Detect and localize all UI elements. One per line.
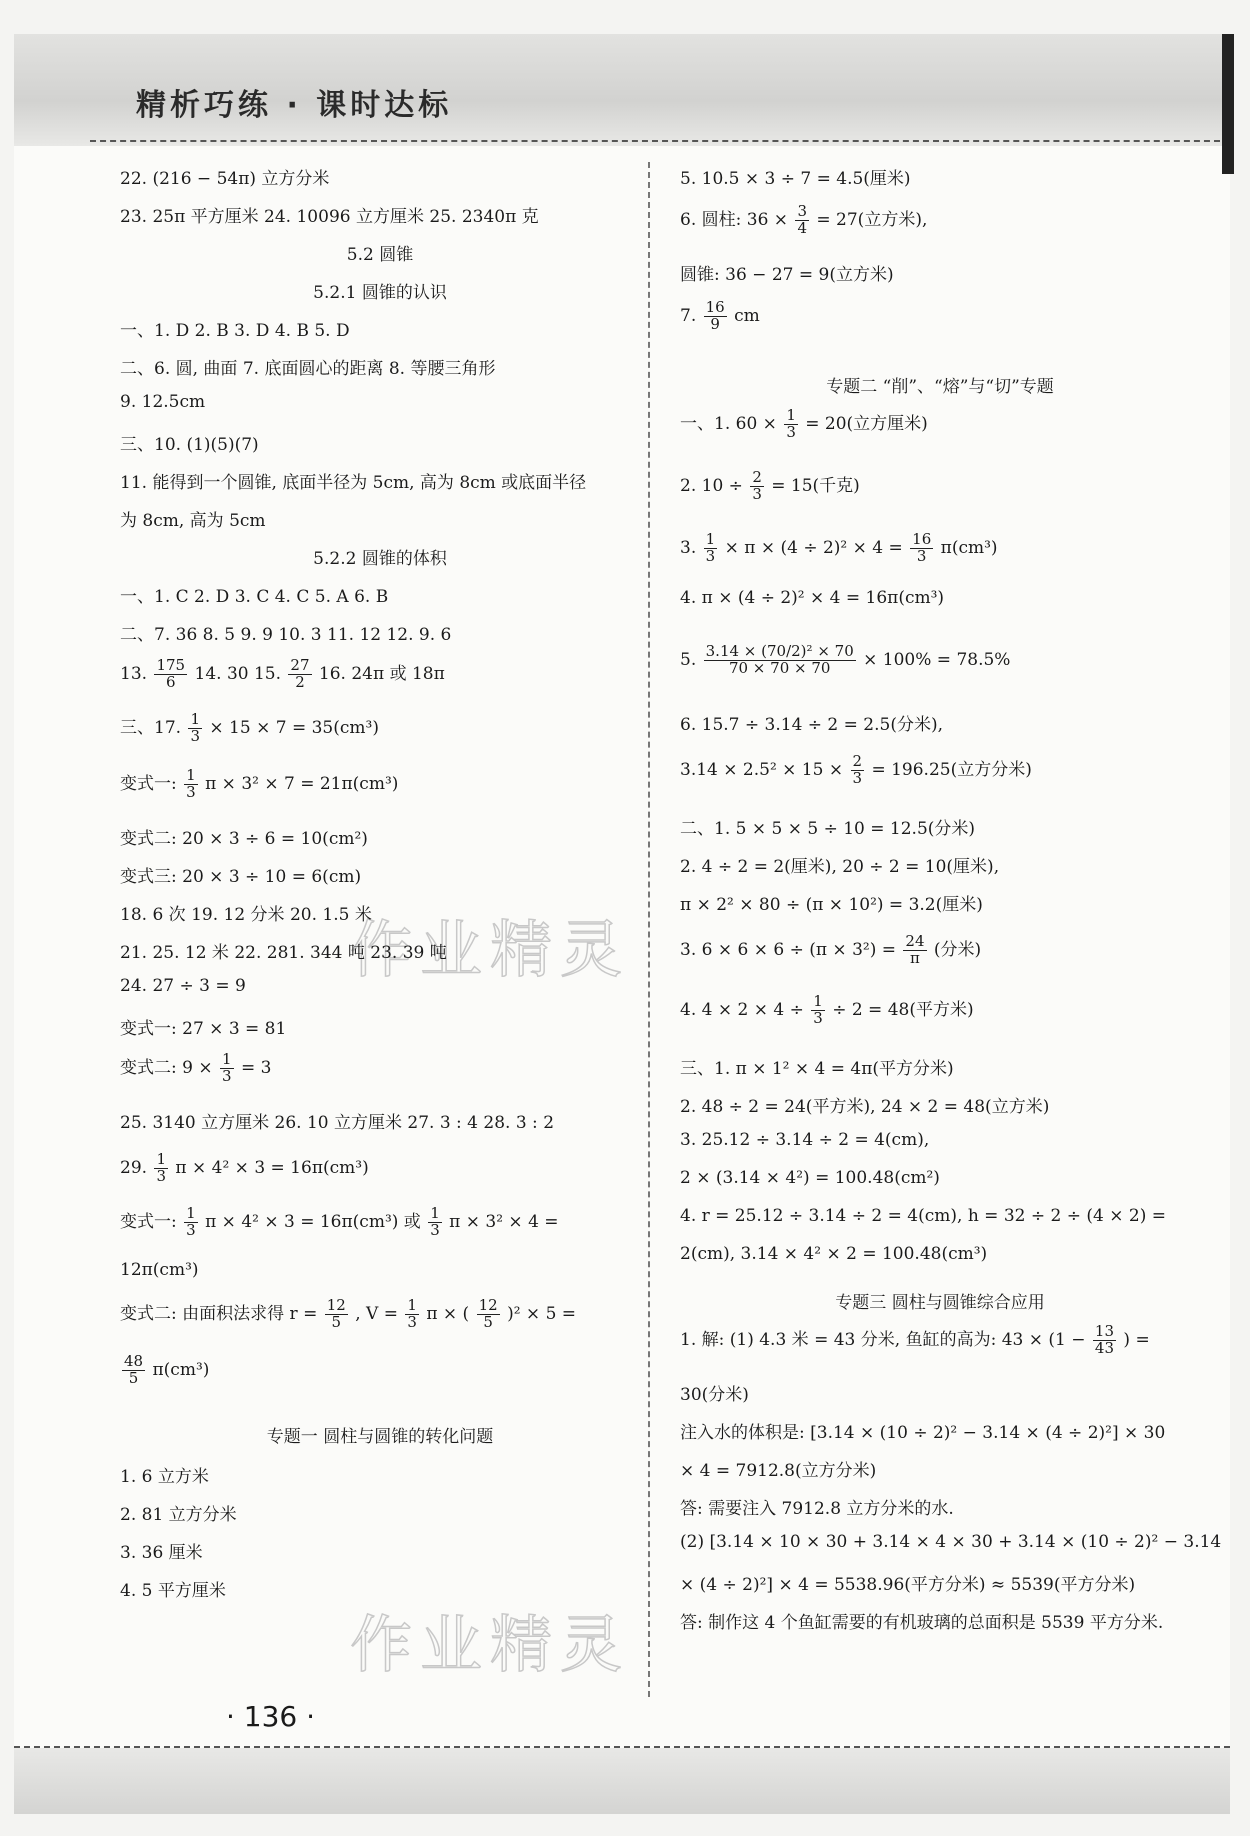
text: ) = (1123, 1329, 1150, 1350)
text: π × 4² × 3 = 16π(cm³) 或 (205, 1211, 421, 1232)
answer-line: 22. (216 − 54π) 立方分米 (120, 169, 330, 189)
text: 13. (120, 663, 148, 684)
answer-line: 11. 能得到一个圆锥, 底面半径为 5cm, 高为 8cm 或底面半径 (120, 473, 587, 493)
denominator: 3 (186, 782, 196, 801)
fraction (154, 658, 187, 691)
answer-line: 1. 6 立方米 (120, 1467, 209, 1487)
numerator: 175 (156, 656, 186, 674)
numerator: 16 (705, 298, 725, 316)
numerator: 27 (290, 656, 310, 674)
text: 6. 圆柱: 36 × (680, 209, 789, 230)
fraction (704, 532, 718, 565)
answer-line: 二、6. 圆, 曲面 7. 底面圆心的距离 8. 等腰三角形 (120, 359, 496, 379)
numerator: 1 (430, 1204, 440, 1222)
answer-line (680, 300, 760, 333)
numerator: 1 (813, 992, 823, 1010)
answer-line (680, 532, 998, 565)
fraction (184, 768, 198, 801)
denominator: 3 (156, 1166, 166, 1185)
denominator: 43 (1094, 1338, 1114, 1357)
answer-line (680, 994, 974, 1027)
answer-line: 一、1. D 2. B 3. D 4. B 5. D (120, 321, 350, 341)
fraction (288, 658, 311, 691)
answer-line: (2) [3.14 × 10 × 30 + 3.14 × 4 × 30 + 3.14 × (10 ÷ 2)² − 3.14 (680, 1532, 1222, 1552)
answer-line (680, 204, 927, 237)
numerator: 48 (124, 1352, 144, 1370)
text: π × 4² × 3 = 16π(cm³) (175, 1157, 369, 1178)
denominator: π (910, 948, 920, 967)
text: (分米) (933, 939, 982, 960)
denominator: 5 (331, 1312, 342, 1331)
answer-line (680, 1324, 1150, 1357)
numerator: 2 (852, 752, 863, 770)
denominator: 2 (295, 672, 305, 691)
denominator: 4 (797, 218, 807, 237)
numerator: 1 (407, 1296, 417, 1314)
fraction (220, 1052, 234, 1085)
text: 3. (680, 537, 697, 558)
text: 3.14 × 2.5² × 15 × (680, 759, 844, 780)
answer-line: 答: 需要注入 7912.8 立方分米的水. (680, 1499, 954, 1519)
numerator: 24 (905, 932, 925, 950)
text: 29. (120, 1157, 148, 1178)
answer-line (120, 1206, 559, 1239)
denominator: 9 (710, 314, 720, 333)
numerator: 16 (912, 530, 932, 548)
answer-line: 4. 5 平方厘米 (120, 1581, 226, 1601)
answer-line: 答: 制作这 4 个鱼缸需要的有机玻璃的总面积是 5539 平方分米. (680, 1613, 1164, 1633)
answer-line (120, 1152, 369, 1185)
answer-line (120, 712, 379, 745)
denominator: 3 (916, 546, 927, 565)
numerator: 2 (752, 468, 762, 486)
numerator: 1 (186, 766, 196, 784)
page-spine (1222, 34, 1234, 174)
answer-line: 24. 27 ÷ 3 = 9 (120, 976, 246, 996)
answer-line: 9. 12.5cm (120, 392, 206, 412)
numerator: 12 (478, 1296, 498, 1314)
fraction (188, 712, 202, 745)
answer-line (120, 658, 445, 691)
denominator: 6 (166, 672, 176, 691)
text: cm (734, 305, 760, 326)
fraction (704, 300, 727, 333)
topic-heading: 专题二 “削”、“熔”与“切”专题 (826, 377, 1054, 397)
numerator: 12 (326, 1296, 346, 1314)
answer-line: 2. 4 ÷ 2 = 2(厘米), 20 ÷ 2 = 10(厘米), (680, 857, 1000, 877)
answer-line (680, 470, 860, 503)
fraction (903, 934, 926, 967)
topic-heading: 专题三 圆柱与圆锥综合应用 (835, 1293, 1045, 1313)
answer-line (680, 644, 1010, 677)
denominator: 5 (483, 1312, 493, 1331)
text: π × ( (426, 1303, 470, 1324)
answer-line: 3. 36 厘米 (120, 1543, 203, 1563)
text: 变式一: (120, 773, 177, 794)
answer-line (680, 754, 1032, 787)
answer-line: 2 × (3.14 × 4²) = 100.48(cm²) (680, 1168, 940, 1188)
answer-line (680, 408, 928, 441)
answer-line: 30(分米) (680, 1385, 749, 1405)
fraction (477, 1298, 500, 1331)
footer-divider (14, 1746, 1230, 1748)
fraction (910, 532, 933, 565)
answer-line: 12π(cm³) (120, 1260, 199, 1280)
answer-line: 二、1. 5 × 5 × 5 ÷ 10 = 12.5(分米) (680, 819, 976, 839)
text: 4. 4 × 2 × 4 ÷ (680, 999, 804, 1020)
answer-line: 为 8cm, 高为 5cm (120, 511, 266, 531)
answer-line (120, 1052, 271, 1085)
numerator: 3 (797, 202, 807, 220)
column-divider (648, 162, 650, 1697)
fraction (154, 1152, 168, 1185)
fraction (811, 994, 825, 1027)
fraction (784, 408, 798, 441)
answer-line: 2. 81 立方分米 (120, 1505, 237, 1525)
text: × 100% = 78.5% (863, 649, 1011, 670)
denominator: 70 × 70 × 70 (728, 658, 831, 677)
text: 7. (680, 305, 697, 326)
answer-line (120, 1354, 209, 1387)
answer-line: 4. π × (4 ÷ 2)² × 4 = 16π(cm³) (680, 588, 945, 608)
denominator: 3 (705, 546, 716, 565)
fraction (851, 754, 865, 787)
numerator: 1 (186, 1204, 196, 1222)
answer-line: 注入水的体积是: [3.14 × (10 ÷ 2)² − 3.14 × (4 ÷ 2)²] × 30 (680, 1423, 1166, 1443)
numerator: 1 (786, 406, 796, 424)
answer-line: 5. 10.5 × 3 ÷ 7 = 4.5(厘米) (680, 169, 911, 189)
text: π × 3² × 7 = 21π(cm³) (205, 773, 399, 794)
watermark: 作业精灵 (350, 913, 631, 986)
text: π(cm³) (152, 1359, 210, 1380)
text: π × 3² × 4 = (449, 1211, 559, 1232)
answer-line: 25. 3140 立方厘米 26. 10 立方厘米 27. 3 : 4 28. 3 : 2 (120, 1113, 555, 1133)
numerator: 1 (705, 530, 716, 548)
answer-line: 圆锥: 36 − 27 = 9(立方米) (680, 265, 894, 285)
fraction (704, 644, 856, 677)
denominator: 3 (786, 422, 796, 441)
answer-line: 18. 6 次 19. 12 分米 20. 1.5 米 (120, 905, 372, 925)
answer-line (120, 768, 398, 801)
numerator: 3.14 × (70/2)² × 70 (705, 642, 854, 660)
text: = 27(立方米), (816, 209, 928, 230)
text: × 15 × 7 = 35(cm³) (209, 717, 379, 738)
text: 16. 24π 或 18π (318, 663, 445, 684)
header-divider (90, 140, 1220, 142)
watermark: 作业精灵 (350, 1608, 631, 1681)
text: π(cm³) (940, 537, 998, 558)
denominator: 3 (852, 768, 863, 787)
answer-line: 2. 48 ÷ 2 = 24(平方米), 24 × 2 = 48(立方米) (680, 1097, 1050, 1117)
text: ÷ 2 = 48(平方米) (832, 999, 974, 1020)
section-heading: 5.2.2 圆锥的体积 (313, 549, 447, 569)
answer-line (120, 1298, 576, 1331)
answer-line: 一、1. C 2. D 3. C 4. C 5. A 6. B (120, 587, 389, 607)
text: 2. 10 ÷ (680, 475, 743, 496)
answer-line: 2(cm), 3.14 × 4² × 2 = 100.48(cm³) (680, 1244, 988, 1264)
denominator: 5 (128, 1368, 139, 1387)
numerator: 13 (1094, 1322, 1114, 1340)
denominator: 3 (222, 1066, 232, 1085)
answer-line: 21. 25. 12 米 22. 281. 344 吨 23. 39 吨 (120, 943, 447, 963)
text: 3. 6 × 6 × 6 ÷ (π × 3²) = (680, 939, 896, 960)
text: )² × 5 = (507, 1303, 577, 1324)
answer-line: 变式二: 20 × 3 ÷ 6 = 10(cm²) (120, 829, 368, 849)
numerator: 1 (156, 1150, 166, 1168)
denominator: 3 (430, 1220, 440, 1239)
answer-line: 变式一: 27 × 3 = 81 (120, 1019, 287, 1039)
text: 一、1. 60 × (680, 413, 777, 434)
text: 三、17. (120, 717, 182, 738)
denominator: 3 (813, 1008, 823, 1027)
text: = 20(立方厘米) (805, 413, 928, 434)
footer-band (14, 1748, 1230, 1814)
section-heading: 5.2 圆锥 (346, 245, 414, 265)
answer-line: 6. 15.7 ÷ 3.14 ÷ 2 = 2.5(分米), (680, 715, 944, 735)
answer-line: 三、1. π × 1² × 4 = 4π(平方分米) (680, 1059, 954, 1079)
fraction (325, 1298, 348, 1331)
answer-line: π × 2² × 80 ÷ (π × 10²) = 3.2(厘米) (680, 895, 983, 915)
answer-line: 变式三: 20 × 3 ÷ 10 = 6(cm) (120, 867, 362, 887)
answer-line: 三、10. (1)(5)(7) (120, 435, 259, 455)
denominator: 3 (407, 1312, 417, 1331)
page-number: · 136 · (226, 1700, 316, 1733)
fraction (750, 470, 764, 503)
answer-line: × 4 = 7912.8(立方分米) (680, 1461, 877, 1481)
numerator: 1 (222, 1050, 232, 1068)
text: 1. 解: (1) 4.3 米 = 43 分米, 鱼缸的高为: 43 × (1 − (680, 1329, 1086, 1350)
fraction (122, 1354, 145, 1387)
fraction (184, 1206, 198, 1239)
fraction (405, 1298, 419, 1331)
text: 5. (680, 649, 697, 670)
answer-line: 4. r = 25.12 ÷ 3.14 ÷ 2 = 4(cm), h = 32 ÷ 2 ÷ (4 × 2) = (680, 1206, 1166, 1226)
denominator: 3 (752, 484, 762, 503)
topic-heading: 专题一 圆柱与圆锥的转化问题 (266, 1427, 494, 1447)
header-title: 精析巧练 · 课时达标 (136, 88, 453, 123)
text: = 196.25(立方分米) (871, 759, 1032, 780)
answer-line: 二、7. 36 8. 5 9. 9 10. 3 11. 12 12. 9. 6 (120, 625, 452, 645)
answer-line: 3. 25.12 ÷ 3.14 ÷ 2 = 4(cm), (680, 1130, 930, 1150)
text: 变式二: 9 × (120, 1057, 213, 1078)
numerator: 1 (190, 710, 200, 728)
text: = 3 (240, 1057, 272, 1078)
text: , V = (355, 1303, 398, 1324)
text: 14. 30 15. (194, 663, 282, 684)
denominator: 3 (186, 1220, 196, 1239)
denominator: 3 (190, 726, 200, 745)
text: × π × (4 ÷ 2)² × 4 = (724, 537, 903, 558)
answer-line: × (4 ÷ 2)²] × 4 = 5538.96(平方分米) ≈ 5539(平方分米) (680, 1575, 1136, 1595)
answer-line (680, 934, 981, 967)
text: = 15(千克) (771, 475, 860, 496)
fraction (1093, 1324, 1116, 1357)
text: 变式二: 由面积法求得 r = (120, 1303, 318, 1324)
text: 变式一: (120, 1211, 177, 1232)
fraction (795, 204, 809, 237)
answer-line: 23. 25π 平方厘米 24. 10096 立方厘米 25. 2340π 克 (120, 207, 539, 227)
fraction (428, 1206, 442, 1239)
section-heading: 5.2.1 圆锥的认识 (313, 283, 447, 303)
